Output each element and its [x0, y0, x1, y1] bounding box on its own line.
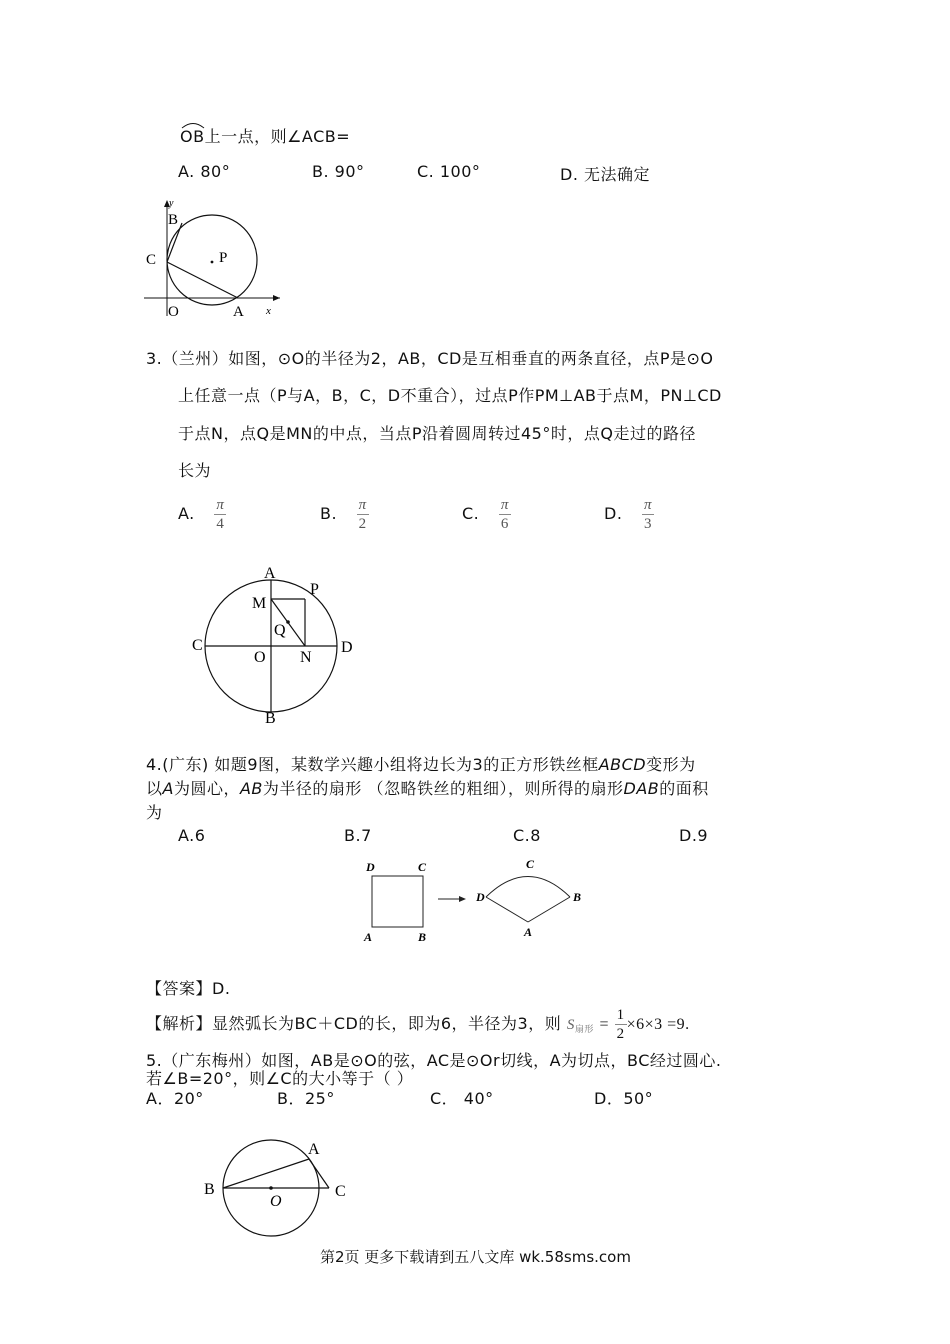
label-p: P [310, 581, 319, 598]
arrow-right-icon [459, 896, 466, 902]
page-footer: 第2页 更多下载请到五八文库 wk.58sms.com [320, 1248, 631, 1266]
q2-figure [140, 196, 290, 322]
label-c2: C [526, 857, 535, 871]
label-b: B [265, 710, 276, 726]
q5-line-1: 5.（广东梅州）如图，AB是⊙O的弦，AC是⊙Or切线，A为切点，BC经过圆心. [146, 1051, 722, 1070]
q3-line-3: 于点N，点Q是MN的中点，当点P沿着圆周转过45°时，点Q走过的路径 [178, 424, 696, 443]
label-b: B [418, 930, 427, 944]
segment-cb [167, 223, 182, 262]
fraction: $\frac{\pi}{2}$ [358, 497, 367, 532]
label-o: O [270, 1193, 282, 1210]
q4-line-2: 以A为圆心，AB为半径的扇形 （忽略铁丝的粗细），则所得的扇形DAB的面积 [146, 779, 709, 798]
q5-option-b: B．25° [277, 1089, 335, 1108]
label-b2: B [573, 890, 582, 904]
label-a: A [364, 930, 373, 944]
label-m: M [252, 595, 267, 612]
q3-line-1: 3.（兰州）如图，⊙O的半径为2，AB，CD是互相垂直的两条直径，点P是⊙O [146, 349, 714, 368]
q4-option-d: D.9 [679, 826, 709, 845]
point-p [211, 261, 214, 264]
point-q [286, 620, 290, 624]
label-q: Q [274, 622, 286, 639]
label-o: O [168, 304, 179, 320]
q3-option-d: D. $\frac{\pi}{3}$ [604, 497, 653, 532]
label-n: N [300, 649, 312, 666]
segment-ca [167, 262, 238, 298]
label-y: y [169, 198, 174, 209]
label-a: A [264, 565, 276, 582]
q5-option-a: A．20° [146, 1089, 204, 1108]
label-d2: D [476, 890, 485, 904]
chord-ab [223, 1159, 309, 1188]
q3-option-b: B. $\frac{\pi}{2}$ [320, 497, 367, 532]
segment-ab [528, 897, 570, 922]
label-b: B [204, 1181, 215, 1198]
q5-option-c: C． 40° [430, 1089, 494, 1108]
label-d: D [341, 639, 353, 656]
label-c: C [146, 252, 157, 268]
center-point [269, 1186, 273, 1190]
label-x: x [266, 305, 271, 317]
q4-option-c: C.8 [513, 826, 541, 845]
label-b: B [168, 212, 179, 228]
x-axis-arrow-icon [273, 295, 280, 301]
q4-analysis: 【解析】显然弧长为BC＋CD的长，即为6，半径为3，则 S扇形 = $\frac{1}{2}$ ×6×3 =9. [146, 1007, 690, 1042]
square-abcd [372, 876, 423, 927]
q2-option-c: C. 100° [417, 162, 481, 181]
fraction: $\frac{\pi}{3}$ [644, 497, 653, 532]
arc-dcb [486, 877, 570, 898]
q2-option-d: D. 无法确定 [560, 165, 650, 184]
q4-option-b: B.7 [344, 826, 372, 845]
q2-option-b: B. 90° [312, 162, 365, 181]
label-c: C [418, 860, 427, 874]
arc-ob-label: OB [180, 127, 205, 146]
fraction: $\frac{\pi}{4}$ [216, 497, 225, 532]
q3-option-c: C. $\frac{\pi}{6}$ [462, 497, 509, 532]
fraction: $\frac{1}{2}$ [616, 1007, 625, 1042]
q2-stem-tail: OB上一点，则∠ACB= [180, 124, 350, 147]
q4-figure [360, 854, 592, 946]
label-a: A [233, 304, 244, 320]
label-d: D [366, 860, 375, 874]
fraction: $\frac{\pi}{6}$ [500, 497, 509, 532]
label-c: C [192, 637, 203, 654]
label-a2: A [524, 925, 533, 939]
label-p: P [219, 250, 228, 266]
label-a: A [308, 1141, 320, 1158]
q4-line-3: 为 [146, 803, 163, 822]
segment-ad [486, 897, 528, 922]
q5-option-d: D．50° [594, 1089, 654, 1108]
q2-option-a: A. 80° [178, 162, 231, 181]
q5-figure [198, 1132, 358, 1242]
q4-option-a: A.6 [178, 826, 206, 845]
q3-figure [186, 562, 366, 726]
q3-option-a: A. $\frac{\pi}{4}$ [178, 497, 225, 532]
q3-line-2: 上任意一点（P与A，B，C，D不重合），过点P作PM⊥AB于点M，PN⊥CD [178, 386, 722, 405]
q4-line-1: 4.(广东) 如题9图，某数学兴趣小组将边长为3的正方形铁丝框ABCD变形为 [146, 755, 696, 774]
q5-line-2: 若∠B=20°，则∠C的大小等于（ ） [146, 1069, 414, 1088]
label-o: O [254, 649, 266, 666]
arc-mark-icon [180, 121, 206, 129]
label-c: C [335, 1183, 346, 1200]
q4-answer: 【答案】D. [146, 979, 231, 998]
q3-line-4: 长为 [178, 461, 212, 480]
